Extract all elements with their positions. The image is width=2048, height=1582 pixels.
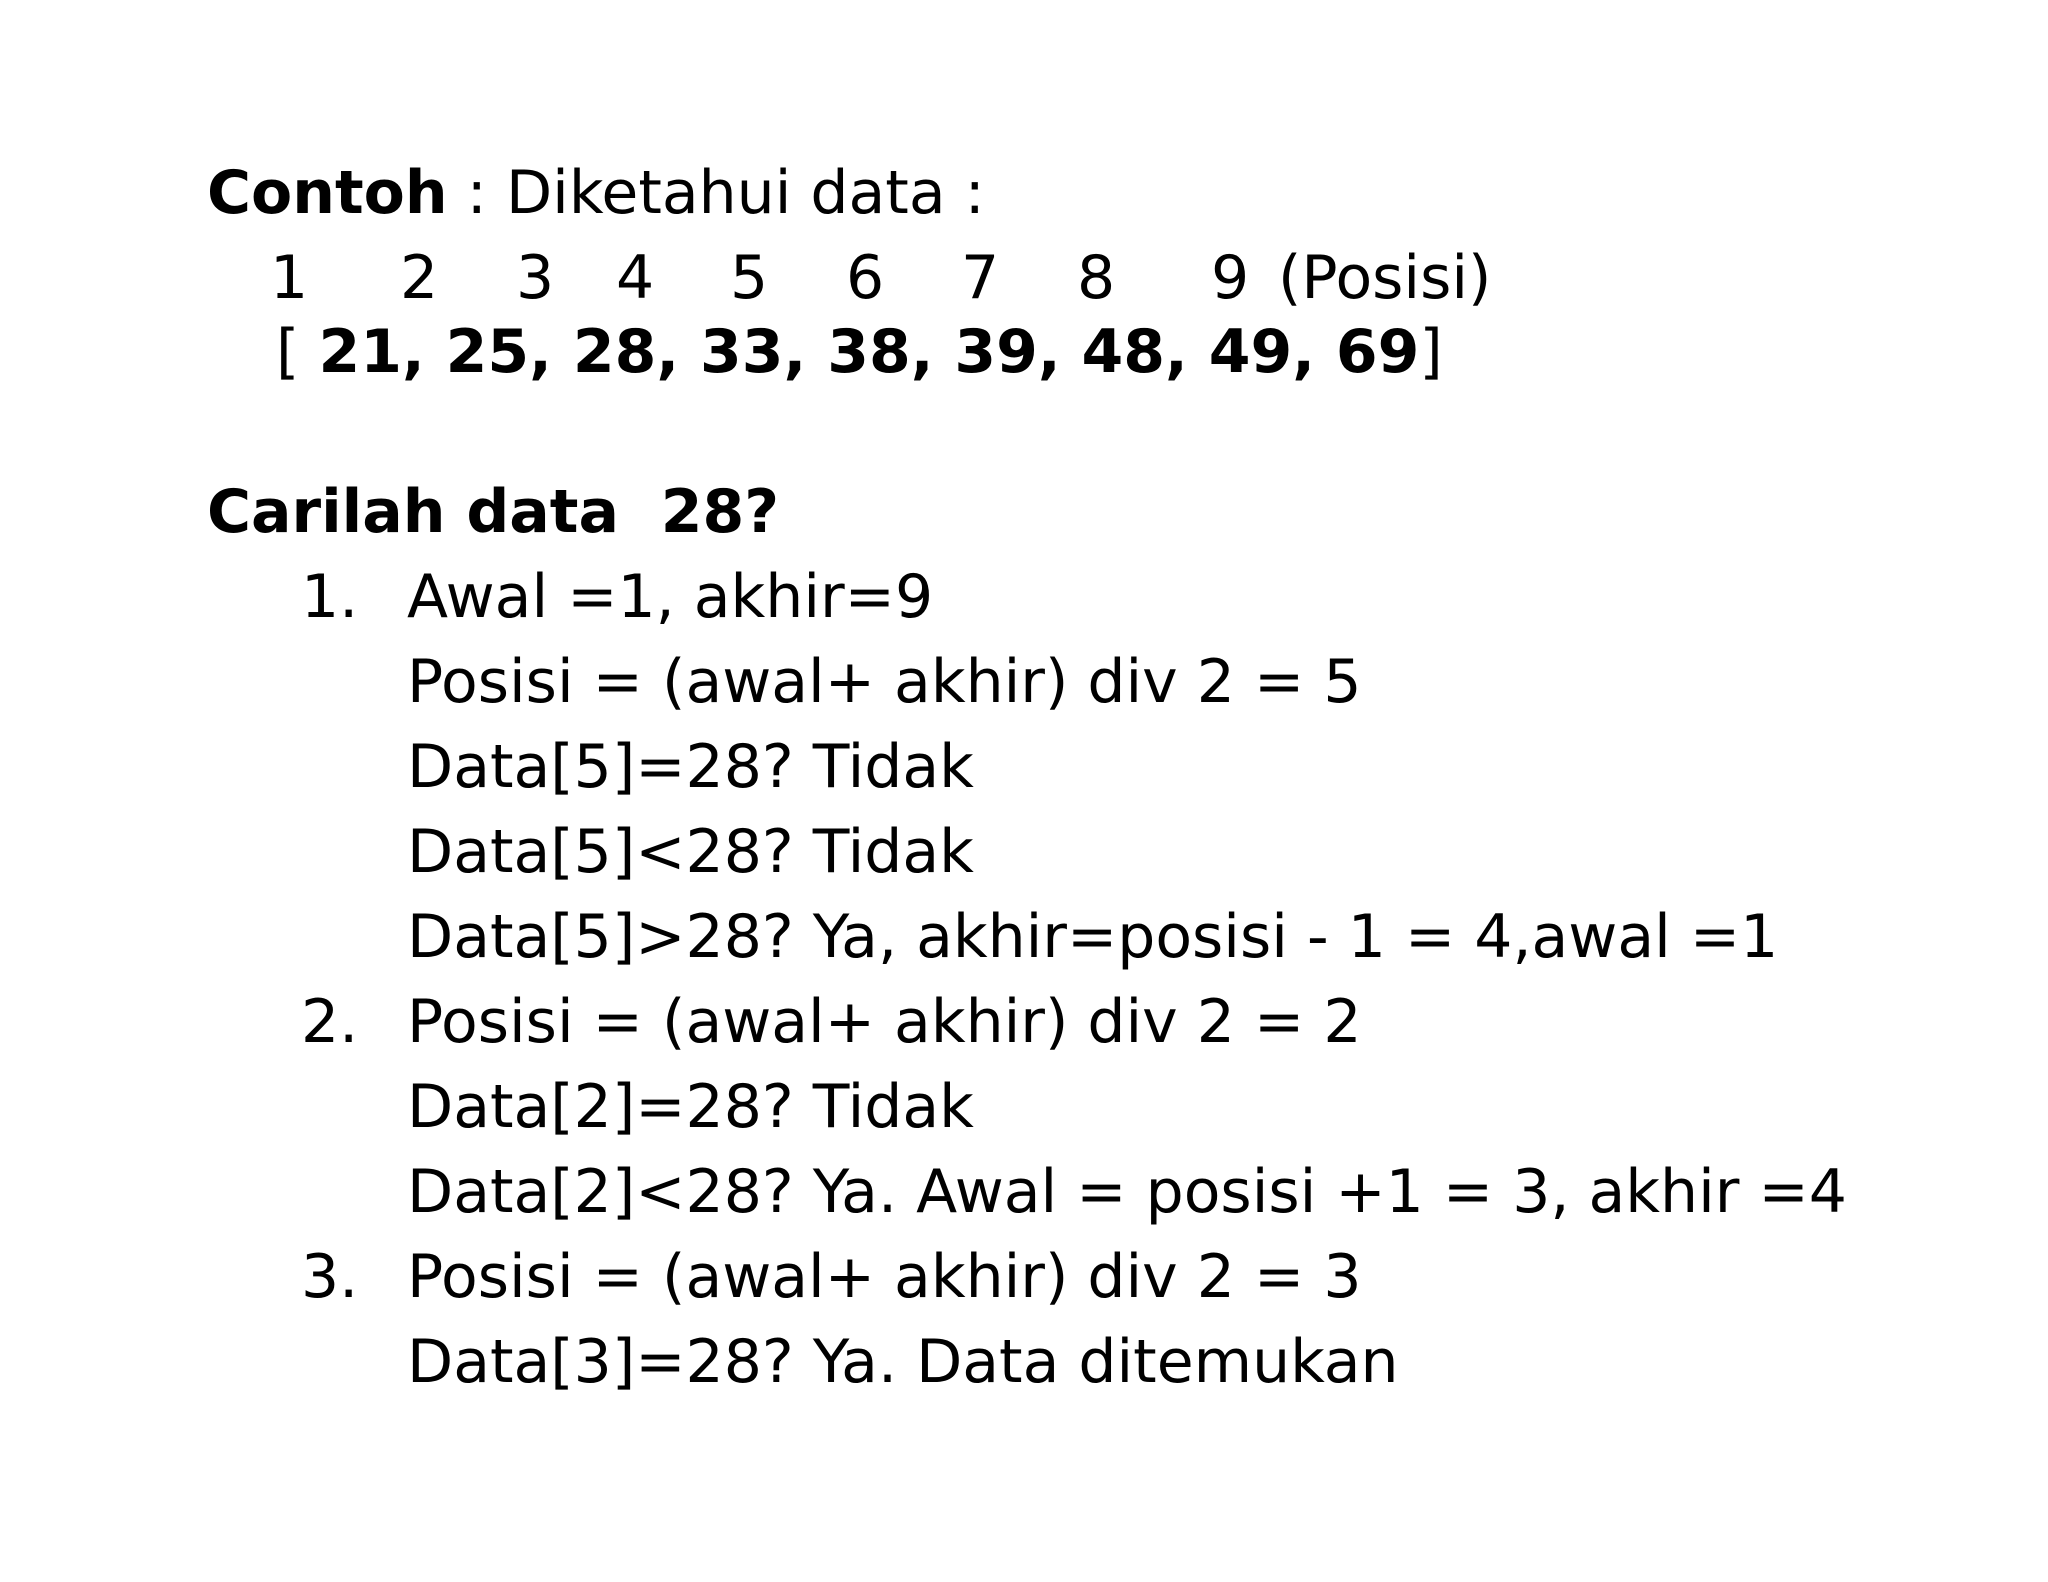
step-line: Posisi = (awal+ akhir) div 2 = 3 xyxy=(407,1242,1362,1312)
step-line: Data[5]>28? Ya, akhir=posisi - 1 = 4,awal =1 xyxy=(407,902,1779,972)
question: Carilah data 28? xyxy=(207,477,780,547)
array-values: 21, 25, 28, 33, 38, 39, 48, 49, 69 xyxy=(318,317,1420,387)
position-number: 9 xyxy=(1211,243,1250,313)
position-number: 4 xyxy=(616,243,655,313)
position-label: (Posisi) xyxy=(1278,243,1492,313)
step-line: Posisi = (awal+ akhir) div 2 = 5 xyxy=(407,647,1362,717)
step-line: Data[2]=28? Tidak xyxy=(407,1072,974,1142)
step-line: Data[5]=28? Tidak xyxy=(407,732,974,802)
heading-text: : Diketahui data : xyxy=(447,158,985,228)
step-line: Data[5]<28? Tidak xyxy=(407,817,974,887)
step-line: Data[2]<28? Ya. Awal = posisi +1 = 3, akhir =4 xyxy=(407,1157,1847,1227)
heading-label: Contoh xyxy=(207,158,448,228)
heading xyxy=(207,158,985,228)
step-number: 2. xyxy=(301,987,359,1057)
step-line: Awal =1, akhir=9 xyxy=(407,562,934,632)
position-number: 2 xyxy=(400,243,439,313)
step-line: Data[3]=28? Ya. Data ditemukan xyxy=(407,1327,1399,1397)
array-open-bracket: [ xyxy=(276,317,319,387)
position-number: 6 xyxy=(846,243,885,313)
position-number: 1 xyxy=(270,243,309,313)
step-number: 1. xyxy=(301,562,359,632)
step-line: Posisi = (awal+ akhir) div 2 = 2 xyxy=(407,987,1362,1057)
step-number: 3. xyxy=(301,1242,359,1312)
position-number: 5 xyxy=(730,243,769,313)
position-number: 8 xyxy=(1077,243,1116,313)
position-number: 7 xyxy=(961,243,1000,313)
position-number: 3 xyxy=(516,243,555,313)
data-array xyxy=(276,317,1443,387)
array-close-bracket: ] xyxy=(1419,317,1443,387)
